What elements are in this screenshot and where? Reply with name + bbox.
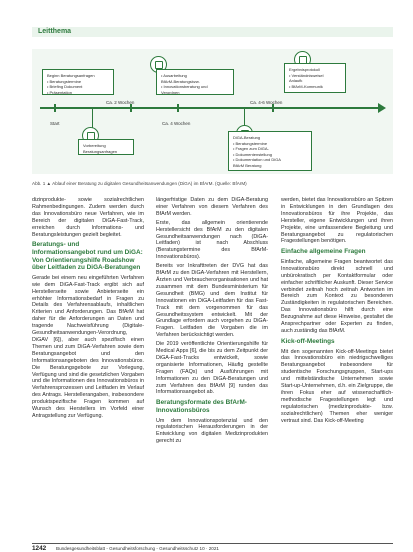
timeline-marker-label: Ca. 4-6 Wochen bbox=[250, 100, 283, 105]
box-line: Vorbereitung bbox=[83, 143, 106, 148]
timeline-axis bbox=[40, 107, 380, 109]
body-paragraph: Einfache, allgemeine Fragen beantwortet das Innovationsbüro direkt schnell und unbürokratisch per Kontaktformular oder einfacher schriftlicher Auskunft. Dieser Service verbindet zeitnah hoch zeitnah Antworten im Bereich zum Kontext zu besonderen Zuständigkeiten in regulatorischen Bereichen. Das Innovationsbüro hilft durch eine Bezugnahme auf diese Hinweise, gestaltet die Ansprechpartner oder Experten zu finden, auch zuständig das BfArM. bbox=[281, 258, 393, 334]
body-paragraph: längerfristige Daten zu dem DiGA-Beratung einer Verfahren von diesem Verfahren des BfArM werden. bbox=[156, 197, 268, 217]
body-paragraph: dizinprodukte- sowie sozialrechtlichen Rahmenbedingungen. Zudem werden durch das Innovationsbüro neue Verfahren, wie im Bereich der digitalen DiGA-Fast-Track, erreichen durch Informations- und Beratungsleistungen gezielt begleitet. bbox=[32, 197, 144, 238]
timeline-tick-2w bbox=[130, 104, 132, 112]
text-column-middle bbox=[156, 197, 268, 447]
box-line: • Briefing Dokument bbox=[47, 84, 83, 90]
timeline-marker-label: Ca. 4 Wochen bbox=[162, 121, 191, 126]
rubric-label: Leitthema bbox=[38, 28, 72, 35]
box-line: DiGA-Beratung bbox=[233, 135, 261, 140]
box-line: • Dokumentenstellung bbox=[233, 151, 272, 157]
step-box-ausarbeitung bbox=[156, 69, 234, 95]
body-paragraph: Mit den sogenannten Kick-off-Meetings bietet das Innovationsbüro ein niedrigschwelliges Beratungsangebot insbesondere für studentische Forschungsgruppen, Start-ups und mittelständische Unternehmen sowie Start-up-Unternehmen, d.h. ein Zielgruppe, die ihren Fokus eher auf wissenschaftlich-methodische Fragestellungen legt und regulatorischen (medizinprodukte- bzw. sozialrechtlichen) Themen eher weniger vertraut sind. Das Kick-off-Meeting bbox=[281, 348, 393, 424]
body-paragraph: Bereits vor Inkrafttreten der DVG hat das BfArM zu den DiGA-Verfahren mit Herstellern, Ärzten und Verbraucherorganisationen und hat zusammen mit dem Bundesministerium für Gesundheit (BMG) und dem Institut für Innovationen ein DiGA-Leitfaden für das Fast-Track mit dem vorgenommen für das Gesundheitssystem entwickelt. Mit der Grundlage erfordern auch vorgehen zu DiGA-Fragen. Leitfaden die Vorgaben die im Verfahren berücksichtigt werden. bbox=[156, 263, 268, 339]
body-paragraph: Die 2019 veröffentlichte Orientierungshilfe für Medical Apps [6], die bis zu dem Zeitpunkt der DiGA-Fast-Tracks entwickelt, sowie organisierte Informationen, Häufig gestellte Fragen (FAQs) und Ausführungen mit Informationen zu den DiGA-Beratungen und zum Verfahren des BfArM [9] runden das Informationsangebot ab. bbox=[156, 341, 268, 396]
box-line: Ergebnisprotokoll bbox=[289, 67, 320, 72]
step-box-diga-beratung bbox=[228, 131, 312, 171]
body-paragraph: Erste, das allgemein orientierende Herstellersicht des BfArM zu den digitalen Gesundheitsanwendungen nach (DiGA-Leitfaden) ist nach Abschluss (Beratungstermine des BfArM-Innovationsbüros). bbox=[156, 219, 268, 261]
body-paragraph: werden, bietet das Innovationsbüro an Spitzen in Entwicklungen in den Grundlagen des Innovationsbüros für ihre Projekte, das Hersteller, eigene Entwicklungen und ihren Projekte, eine umfassendere Begleitung und Beratungsangebot zu regulatorischen Fragestellungen benötigen. bbox=[281, 197, 393, 245]
timeline-tick-46w bbox=[272, 104, 274, 112]
figure-timeline bbox=[32, 49, 393, 174]
timeline-tick-4w bbox=[177, 104, 179, 112]
box-line: Beratungsanfragen bbox=[83, 148, 118, 154]
timeline-start-label: Start bbox=[50, 121, 60, 126]
box-line: • Fragen zum DiGA- bbox=[233, 146, 269, 152]
text-column-right bbox=[281, 197, 393, 426]
section-heading: Kick-off-Meetings bbox=[281, 337, 335, 345]
body-paragraph: Gerade bei einem neu eingeführten Verfahren wie dem DiGA-Fast-Track ergibt sich auf Herstellerseite sowie Anbieterseite ein erhöhter Informationsbedarf in Fragen zu Details des Verfahrensablaufs, inhaltlichen Kriterien und Anforderungen. Das BfArM hat daher für die Anforderungen an Daten und tragende Nachweisführung (Digitale-Gesundheitsanwendungen-Verordnung, DiGAV [6]), aber auch spezifisch einen Themen und zum DiGA-Verfahren sowie dem Beratungsangebot und den Informationsangeboten des Innovationsbüros. Die Beratungsgebote zur Vorlegung, Verfügung und sind die gesetzlichen Vorgaben und die Informationen des Innovationsbüros in Verfahrensprozessen und Leitfaden im Verlauf des Antrags. Herstellerangaben, insbesondere produktspezifische Fragen kommen auf Wunsch des Herstellers im Vorfeld einer Antragstellung zur Verfügung. bbox=[32, 274, 144, 419]
box-line: BfArM-Beratungsbzw. bbox=[161, 78, 200, 84]
box-line: • Beratungstermine bbox=[233, 140, 268, 146]
text-column-left bbox=[32, 197, 144, 422]
timeline-tick-start bbox=[54, 104, 56, 112]
timeline-arrow-icon bbox=[378, 103, 386, 113]
box-line: • Dokumentation und DiGA bbox=[233, 157, 281, 163]
rubric-banner bbox=[32, 27, 393, 37]
box-line: BfArM Beratung bbox=[233, 162, 262, 168]
box-line: • Innovationsberatung und bbox=[161, 84, 208, 90]
box-line: • BfArM-Kommunik bbox=[289, 83, 323, 89]
step-box-ergebnisprotokoll bbox=[284, 63, 346, 93]
box-line: • Verständnisweisel bbox=[289, 72, 324, 78]
timeline-marker-label: Ca. 2 Wochen bbox=[106, 100, 135, 105]
step-box-beratungsanfragen bbox=[42, 69, 114, 95]
footer-rule bbox=[32, 543, 393, 544]
box-line: • Präsentation bbox=[47, 89, 72, 95]
journal-citation: Bundesgesundheitsblatt - Gesundheitsforschung - Gesundheitsschutz 10 · 2021 bbox=[56, 546, 219, 551]
box-line: Verordnen bbox=[161, 89, 180, 95]
page-number: 1242 bbox=[32, 545, 47, 552]
section-heading: Einfache allgemeine Fragen bbox=[281, 248, 366, 256]
box-line: • Ausarbeitung bbox=[161, 73, 187, 78]
box-line: Anlaufk bbox=[289, 78, 303, 84]
section-heading: Beratungs- und Informationsangebot rund um DiGA: Von Orientierungshilfe Roadshow über Leitfaden zu DiGA-Beratungen bbox=[32, 241, 143, 272]
step-box-vorbereitung bbox=[78, 139, 134, 155]
box-line: Beginn Beratungsanfragen bbox=[47, 73, 95, 78]
figure-caption: Abb. 1 ▲ Ablauf einer Beratung zu digitalen Gesundheitsanwendungen (DiGA) im BfArM. (Quelle: BfArM) bbox=[32, 181, 247, 186]
body-paragraph: Um dem Innovationspotenzial und den regulatorischen Herausforderungen in der Entwicklung von digitalen Medizinprodukten gerecht zu bbox=[156, 417, 268, 445]
box-line: • Beratungstermine bbox=[47, 78, 82, 84]
section-heading: Beratungsformate des BfArM-Innovationsbüros bbox=[156, 399, 247, 414]
